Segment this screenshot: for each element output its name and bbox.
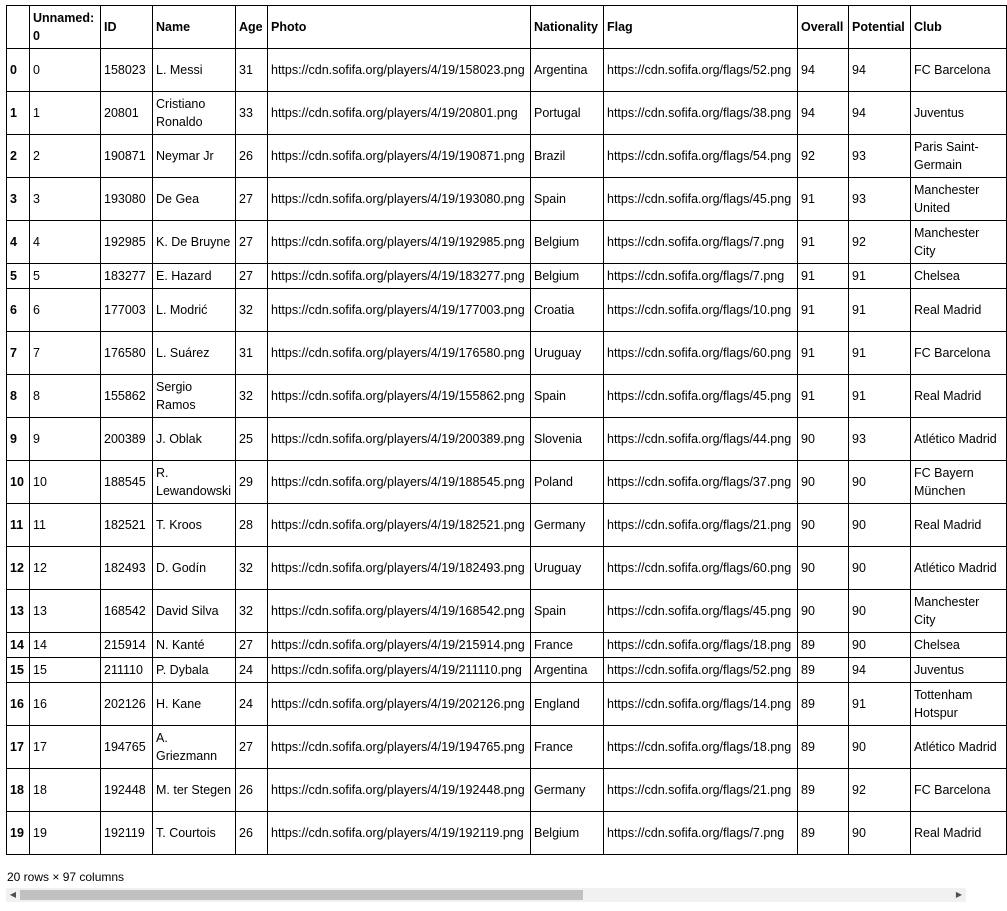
- row-index: 3: [7, 178, 30, 221]
- cell-potential: 92: [849, 769, 911, 812]
- table-row: [7, 92, 1007, 135]
- cell-nationality: Belgium: [531, 264, 604, 289]
- cell-photo: https://cdn.sofifa.org/players/4/19/202126.png: [268, 683, 531, 726]
- cell-age: 32: [236, 547, 268, 590]
- header-potential: Potential: [849, 6, 911, 49]
- cell-club: Juventus: [911, 92, 1007, 135]
- cell-photo: https://cdn.sofifa.org/players/4/19/215914.png: [268, 633, 531, 658]
- cell-age: 33: [236, 92, 268, 135]
- cell-id: 20801: [101, 92, 153, 135]
- cell-potential: 93: [849, 135, 911, 178]
- cell-name: L. Modrić: [153, 289, 236, 332]
- cell-nationality: Belgium: [531, 221, 604, 264]
- cell-unnamed: 2: [30, 135, 101, 178]
- cell-club: Juventus: [911, 658, 1007, 683]
- cell-id: 183277: [101, 264, 153, 289]
- cell-id: 182521: [101, 504, 153, 547]
- cell-flag: https://cdn.sofifa.org/flags/7.png: [604, 221, 798, 264]
- cell-photo: https://cdn.sofifa.org/players/4/19/20801.png: [268, 92, 531, 135]
- cell-nationality: France: [531, 726, 604, 769]
- cell-potential: 90: [849, 812, 911, 855]
- table-row: [7, 289, 1007, 332]
- cell-club: FC Barcelona: [911, 332, 1007, 375]
- cell-id: 176580: [101, 332, 153, 375]
- cell-photo: https://cdn.sofifa.org/players/4/19/177003.png: [268, 289, 531, 332]
- cell-age: 31: [236, 49, 268, 92]
- row-index: 15: [7, 658, 30, 683]
- cell-photo: https://cdn.sofifa.org/players/4/19/193080.png: [268, 178, 531, 221]
- cell-id: 192448: [101, 769, 153, 812]
- row-index: 4: [7, 221, 30, 264]
- cell-overall: 90: [798, 504, 849, 547]
- header-row: [7, 6, 1007, 49]
- cell-unnamed: 18: [30, 769, 101, 812]
- cell-potential: 91: [849, 264, 911, 289]
- cell-nationality: Belgium: [531, 812, 604, 855]
- cell-club: Chelsea: [911, 264, 1007, 289]
- cell-name: E. Hazard: [153, 264, 236, 289]
- cell-name: L. Messi: [153, 49, 236, 92]
- cell-photo: https://cdn.sofifa.org/players/4/19/194765.png: [268, 726, 531, 769]
- cell-id: 192985: [101, 221, 153, 264]
- cell-id: 188545: [101, 461, 153, 504]
- cell-age: 32: [236, 289, 268, 332]
- cell-flag: https://cdn.sofifa.org/flags/14.png: [604, 683, 798, 726]
- header-unnamed: Unnamed: 0: [30, 6, 101, 49]
- cell-age: 26: [236, 769, 268, 812]
- cell-id: 192119: [101, 812, 153, 855]
- cell-overall: 91: [798, 264, 849, 289]
- cell-age: 24: [236, 683, 268, 726]
- row-index: 10: [7, 461, 30, 504]
- cell-age: 27: [236, 633, 268, 658]
- horizontal-scrollbar[interactable]: [6, 888, 966, 902]
- cell-unnamed: 11: [30, 504, 101, 547]
- cell-photo: https://cdn.sofifa.org/players/4/19/211110.png: [268, 658, 531, 683]
- header-overall: Overall: [798, 6, 849, 49]
- scroll-left-arrow-icon[interactable]: ◀: [9, 890, 17, 899]
- row-index: 13: [7, 590, 30, 633]
- cell-flag: https://cdn.sofifa.org/flags/45.png: [604, 590, 798, 633]
- table-row: [7, 658, 1007, 683]
- cell-potential: 90: [849, 504, 911, 547]
- cell-potential: 90: [849, 633, 911, 658]
- cell-overall: 92: [798, 135, 849, 178]
- cell-unnamed: 9: [30, 418, 101, 461]
- cell-id: 158023: [101, 49, 153, 92]
- cell-overall: 94: [798, 49, 849, 92]
- cell-name: Sergio Ramos: [153, 375, 236, 418]
- cell-flag: https://cdn.sofifa.org/flags/7.png: [604, 264, 798, 289]
- cell-potential: 93: [849, 418, 911, 461]
- header-name: Name: [153, 6, 236, 49]
- cell-photo: https://cdn.sofifa.org/players/4/19/188545.png: [268, 461, 531, 504]
- cell-unnamed: 8: [30, 375, 101, 418]
- header-nationality: Nationality: [531, 6, 604, 49]
- row-index: 8: [7, 375, 30, 418]
- cell-age: 26: [236, 135, 268, 178]
- cell-club: Real Madrid: [911, 812, 1007, 855]
- cell-flag: https://cdn.sofifa.org/flags/7.png: [604, 812, 798, 855]
- cell-unnamed: 16: [30, 683, 101, 726]
- cell-unnamed: 7: [30, 332, 101, 375]
- cell-overall: 94: [798, 92, 849, 135]
- cell-photo: https://cdn.sofifa.org/players/4/19/158023.png: [268, 49, 531, 92]
- cell-age: 28: [236, 504, 268, 547]
- cell-id: 182493: [101, 547, 153, 590]
- cell-age: 32: [236, 590, 268, 633]
- cell-overall: 89: [798, 769, 849, 812]
- cell-flag: https://cdn.sofifa.org/flags/18.png: [604, 633, 798, 658]
- cell-club: Manchester City: [911, 221, 1007, 264]
- cell-potential: 94: [849, 49, 911, 92]
- cell-id: 211110: [101, 658, 153, 683]
- cell-potential: 90: [849, 726, 911, 769]
- cell-nationality: Argentina: [531, 658, 604, 683]
- cell-name: R. Lewandowski: [153, 461, 236, 504]
- cell-name: Cristiano Ronaldo: [153, 92, 236, 135]
- cell-name: T. Kroos: [153, 504, 236, 547]
- cell-overall: 91: [798, 221, 849, 264]
- cell-name: D. Godín: [153, 547, 236, 590]
- cell-club: FC Barcelona: [911, 49, 1007, 92]
- cell-potential: 93: [849, 178, 911, 221]
- cell-potential: 91: [849, 332, 911, 375]
- dataframe-container: [6, 5, 997, 855]
- cell-nationality: France: [531, 633, 604, 658]
- cell-name: Neymar Jr: [153, 135, 236, 178]
- header-age: Age: [236, 6, 268, 49]
- cell-unnamed: 4: [30, 221, 101, 264]
- cell-overall: 91: [798, 375, 849, 418]
- cell-nationality: Uruguay: [531, 332, 604, 375]
- cell-id: 193080: [101, 178, 153, 221]
- header-flag: Flag: [604, 6, 798, 49]
- table-row: [7, 547, 1007, 590]
- cell-club: Paris Saint-Germain: [911, 135, 1007, 178]
- cell-age: 27: [236, 221, 268, 264]
- cell-id: 177003: [101, 289, 153, 332]
- row-index: 1: [7, 92, 30, 135]
- cell-club: Atlético Madrid: [911, 547, 1007, 590]
- cell-potential: 90: [849, 547, 911, 590]
- cell-nationality: Germany: [531, 769, 604, 812]
- cell-overall: 89: [798, 726, 849, 769]
- cell-name: P. Dybala: [153, 658, 236, 683]
- cell-flag: https://cdn.sofifa.org/flags/60.png: [604, 332, 798, 375]
- cell-club: FC Bayern München: [911, 461, 1007, 504]
- cell-overall: 91: [798, 332, 849, 375]
- cell-flag: https://cdn.sofifa.org/flags/37.png: [604, 461, 798, 504]
- cell-age: 24: [236, 658, 268, 683]
- table-row: [7, 769, 1007, 812]
- row-index: 14: [7, 633, 30, 658]
- cell-flag: https://cdn.sofifa.org/flags/10.png: [604, 289, 798, 332]
- cell-nationality: Slovenia: [531, 418, 604, 461]
- cell-flag: https://cdn.sofifa.org/flags/60.png: [604, 547, 798, 590]
- cell-age: 29: [236, 461, 268, 504]
- table-row: [7, 590, 1007, 633]
- cell-club: FC Barcelona: [911, 769, 1007, 812]
- row-index: 2: [7, 135, 30, 178]
- cell-club: Atlético Madrid: [911, 726, 1007, 769]
- cell-overall: 90: [798, 461, 849, 504]
- scroll-right-arrow-icon[interactable]: ▶: [955, 890, 963, 899]
- table-row: [7, 135, 1007, 178]
- cell-name: H. Kane: [153, 683, 236, 726]
- cell-age: 31: [236, 332, 268, 375]
- row-index: 18: [7, 769, 30, 812]
- cell-nationality: Poland: [531, 461, 604, 504]
- cell-unnamed: 17: [30, 726, 101, 769]
- row-index: 17: [7, 726, 30, 769]
- cell-unnamed: 10: [30, 461, 101, 504]
- cell-nationality: Portugal: [531, 92, 604, 135]
- table-row: [7, 633, 1007, 658]
- cell-age: 32: [236, 375, 268, 418]
- cell-flag: https://cdn.sofifa.org/flags/54.png: [604, 135, 798, 178]
- cell-photo: https://cdn.sofifa.org/players/4/19/200389.png: [268, 418, 531, 461]
- cell-overall: 89: [798, 658, 849, 683]
- cell-id: 190871: [101, 135, 153, 178]
- cell-age: 27: [236, 726, 268, 769]
- cell-name: David Silva: [153, 590, 236, 633]
- header-club: Club: [911, 6, 1007, 49]
- cell-unnamed: 1: [30, 92, 101, 135]
- cell-club: Tottenham Hotspur: [911, 683, 1007, 726]
- cell-potential: 94: [849, 92, 911, 135]
- cell-potential: 91: [849, 289, 911, 332]
- table-row: [7, 683, 1007, 726]
- cell-name: M. ter Stegen: [153, 769, 236, 812]
- cell-age: 25: [236, 418, 268, 461]
- cell-photo: https://cdn.sofifa.org/players/4/19/190871.png: [268, 135, 531, 178]
- cell-overall: 89: [798, 812, 849, 855]
- row-index: 16: [7, 683, 30, 726]
- cell-club: Real Madrid: [911, 289, 1007, 332]
- cell-photo: https://cdn.sofifa.org/players/4/19/176580.png: [268, 332, 531, 375]
- cell-photo: https://cdn.sofifa.org/players/4/19/182521.png: [268, 504, 531, 547]
- cell-photo: https://cdn.sofifa.org/players/4/19/155862.png: [268, 375, 531, 418]
- table-row: [7, 375, 1007, 418]
- cell-unnamed: 6: [30, 289, 101, 332]
- table-row: [7, 504, 1007, 547]
- cell-nationality: Spain: [531, 178, 604, 221]
- cell-potential: 94: [849, 658, 911, 683]
- table-row: [7, 418, 1007, 461]
- cell-nationality: Brazil: [531, 135, 604, 178]
- cell-overall: 90: [798, 590, 849, 633]
- cell-potential: 90: [849, 461, 911, 504]
- row-index: 6: [7, 289, 30, 332]
- cell-id: 202126: [101, 683, 153, 726]
- cell-potential: 91: [849, 375, 911, 418]
- cell-name: J. Oblak: [153, 418, 236, 461]
- cell-photo: https://cdn.sofifa.org/players/4/19/192448.png: [268, 769, 531, 812]
- dataframe-table: [6, 5, 1007, 855]
- table-row: [7, 812, 1007, 855]
- cell-overall: 91: [798, 178, 849, 221]
- cell-name: A. Griezmann: [153, 726, 236, 769]
- cell-potential: 92: [849, 221, 911, 264]
- cell-flag: https://cdn.sofifa.org/flags/45.png: [604, 178, 798, 221]
- cell-id: 155862: [101, 375, 153, 418]
- cell-unnamed: 15: [30, 658, 101, 683]
- table-row: [7, 461, 1007, 504]
- cell-name: K. De Bruyne: [153, 221, 236, 264]
- cell-name: N. Kanté: [153, 633, 236, 658]
- cell-flag: https://cdn.sofifa.org/flags/44.png: [604, 418, 798, 461]
- header-index: [7, 6, 30, 49]
- row-index: 12: [7, 547, 30, 590]
- cell-age: 26: [236, 812, 268, 855]
- cell-name: L. Suárez: [153, 332, 236, 375]
- cell-nationality: Croatia: [531, 289, 604, 332]
- cell-unnamed: 0: [30, 49, 101, 92]
- row-index: 7: [7, 332, 30, 375]
- cell-photo: https://cdn.sofifa.org/players/4/19/168542.png: [268, 590, 531, 633]
- cell-potential: 90: [849, 590, 911, 633]
- cell-unnamed: 12: [30, 547, 101, 590]
- table-row: [7, 726, 1007, 769]
- cell-unnamed: 3: [30, 178, 101, 221]
- row-index: 5: [7, 264, 30, 289]
- cell-nationality: Germany: [531, 504, 604, 547]
- cell-flag: https://cdn.sofifa.org/flags/18.png: [604, 726, 798, 769]
- row-index: 11: [7, 504, 30, 547]
- table-row: [7, 49, 1007, 92]
- cell-flag: https://cdn.sofifa.org/flags/52.png: [604, 658, 798, 683]
- cell-name: T. Courtois: [153, 812, 236, 855]
- row-index: 0: [7, 49, 30, 92]
- cell-photo: https://cdn.sofifa.org/players/4/19/192119.png: [268, 812, 531, 855]
- cell-id: 215914: [101, 633, 153, 658]
- header-id: ID: [101, 6, 153, 49]
- cell-nationality: England: [531, 683, 604, 726]
- cell-nationality: Spain: [531, 590, 604, 633]
- cell-nationality: Spain: [531, 375, 604, 418]
- cell-nationality: Uruguay: [531, 547, 604, 590]
- cell-overall: 90: [798, 547, 849, 590]
- cell-club: Manchester United: [911, 178, 1007, 221]
- cell-overall: 89: [798, 683, 849, 726]
- cell-nationality: Argentina: [531, 49, 604, 92]
- cell-id: 194765: [101, 726, 153, 769]
- dataframe-summary: 20 rows × 97 columns: [7, 870, 125, 884]
- cell-unnamed: 5: [30, 264, 101, 289]
- cell-unnamed: 19: [30, 812, 101, 855]
- cell-id: 200389: [101, 418, 153, 461]
- cell-flag: https://cdn.sofifa.org/flags/52.png: [604, 49, 798, 92]
- table-row: [7, 264, 1007, 289]
- cell-age: 27: [236, 264, 268, 289]
- table-row: [7, 178, 1007, 221]
- cell-photo: https://cdn.sofifa.org/players/4/19/182493.png: [268, 547, 531, 590]
- cell-flag: https://cdn.sofifa.org/flags/45.png: [604, 375, 798, 418]
- cell-overall: 90: [798, 418, 849, 461]
- cell-flag: https://cdn.sofifa.org/flags/21.png: [604, 504, 798, 547]
- cell-id: 168542: [101, 590, 153, 633]
- scrollbar-thumb[interactable]: [20, 890, 583, 900]
- row-index: 19: [7, 812, 30, 855]
- cell-photo: https://cdn.sofifa.org/players/4/19/192985.png: [268, 221, 531, 264]
- header-photo: Photo: [268, 6, 531, 49]
- cell-photo: https://cdn.sofifa.org/players/4/19/183277.png: [268, 264, 531, 289]
- cell-club: Atlético Madrid: [911, 418, 1007, 461]
- cell-club: Real Madrid: [911, 504, 1007, 547]
- cell-overall: 89: [798, 633, 849, 658]
- cell-unnamed: 14: [30, 633, 101, 658]
- cell-flag: https://cdn.sofifa.org/flags/21.png: [604, 769, 798, 812]
- table-row: [7, 221, 1007, 264]
- cell-overall: 91: [798, 289, 849, 332]
- cell-name: De Gea: [153, 178, 236, 221]
- cell-club: Real Madrid: [911, 375, 1007, 418]
- row-index: 9: [7, 418, 30, 461]
- table-row: [7, 332, 1007, 375]
- cell-club: Manchester City: [911, 590, 1007, 633]
- cell-potential: 91: [849, 683, 911, 726]
- cell-club: Chelsea: [911, 633, 1007, 658]
- cell-flag: https://cdn.sofifa.org/flags/38.png: [604, 92, 798, 135]
- cell-age: 27: [236, 178, 268, 221]
- cell-unnamed: 13: [30, 590, 101, 633]
